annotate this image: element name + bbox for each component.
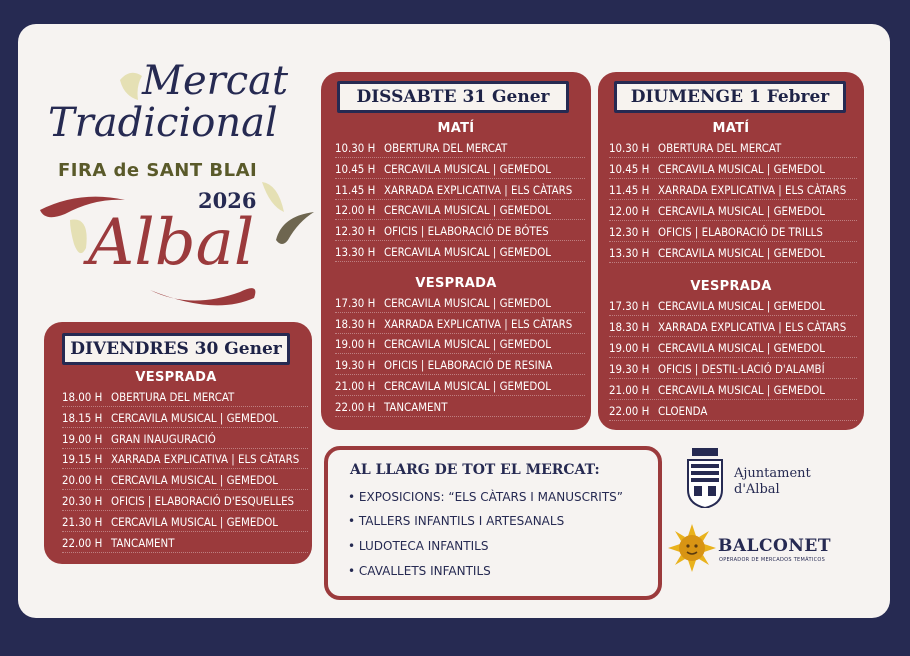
schedule-time: 11.45 H xyxy=(335,182,376,197)
schedule-activity: CERCAVILA MUSICAL | GEMEDOL xyxy=(384,161,551,176)
schedule-activity: OBERTURA DEL MERCAT xyxy=(658,141,782,155)
schedule-time: 10.45 H xyxy=(335,161,376,176)
schedule-row xyxy=(609,204,857,218)
row-divider xyxy=(335,157,585,158)
schedule-activity: OFICIS | ELABORACIÓ D'ESQUELLES xyxy=(111,494,295,508)
schedule-row xyxy=(609,246,857,260)
schedule-activity: OFICIS | ELABORACIÓ DE BÓTES xyxy=(384,224,549,239)
schedule-row xyxy=(335,337,585,351)
schedule-row xyxy=(335,317,585,331)
schedule-row xyxy=(335,203,585,217)
schedule-time: 19.00 H xyxy=(62,431,103,446)
schedule-row xyxy=(62,536,308,550)
schedule-row xyxy=(62,494,308,508)
schedule-row xyxy=(335,296,585,310)
schedule-row xyxy=(335,183,585,197)
section-label-vesprada: VESPRADA xyxy=(690,279,772,294)
schedule-activity: CERCAVILA MUSICAL | GEMEDOL xyxy=(384,245,551,259)
schedule-row xyxy=(62,390,308,404)
all-market-item: • EXPOSICIONS: “ELS CÀTARS I MANUSCRITS” xyxy=(348,490,624,504)
row-divider xyxy=(335,353,585,354)
schedule-activity: OFICIS | DESTIL·LACIÓ D'ALAMBÍ xyxy=(658,362,825,376)
schedule-time: 17.30 H xyxy=(335,295,376,310)
section-label-mat: MATÍ xyxy=(437,121,475,136)
schedule-time: 20.00 H xyxy=(62,473,103,488)
schedule-time: 18.15 H xyxy=(62,410,103,425)
red-swash-under-town xyxy=(150,288,255,305)
subtitle-fira: FIRA de SANT BLAI xyxy=(58,160,258,181)
section-label-vesprada: VESPRADA xyxy=(415,275,497,291)
schedule-activity: CLOENDA xyxy=(658,404,708,418)
schedule-row xyxy=(335,162,585,176)
schedule-time: 12.00 H xyxy=(609,204,650,218)
balconet-name: BALCONET xyxy=(718,536,831,556)
row-divider xyxy=(335,261,585,262)
sun-icon xyxy=(668,524,716,572)
schedule-activity: CERCAVILA MUSICAL | GEMEDOL xyxy=(111,473,278,488)
schedule-time: 10.30 H xyxy=(609,141,650,155)
row-divider xyxy=(62,448,308,449)
schedule-activity: XARRADA EXPLICATIVA | ELS CÀTARS xyxy=(658,320,847,334)
ajuntament-name: Ajuntament xyxy=(734,466,811,481)
schedule-activity: OBERTURA DEL MERCAT xyxy=(111,390,235,404)
row-divider xyxy=(62,510,308,511)
row-divider xyxy=(335,219,585,220)
schedule-activity: CERCAVILA MUSICAL | GEMEDOL xyxy=(658,341,825,355)
schedule-time: 13.30 H xyxy=(335,245,376,259)
schedule-activity: TANCAMENT xyxy=(384,399,448,414)
section-label-vesprada: VESPRADA xyxy=(135,370,217,385)
schedule-row xyxy=(609,183,857,197)
row-divider xyxy=(609,399,857,400)
schedule-time: 19.30 H xyxy=(609,362,650,376)
schedule-activity: TANCAMENT xyxy=(111,535,175,550)
all-market-box xyxy=(324,446,662,600)
row-divider xyxy=(335,374,585,375)
schedule-time: 19.00 H xyxy=(335,337,376,352)
ajuntament-town: d'Albal xyxy=(734,482,780,497)
schedule-time: 18.30 H xyxy=(609,320,650,334)
row-divider xyxy=(335,395,585,396)
schedule-time: 19.00 H xyxy=(609,341,650,355)
schedule-row xyxy=(335,379,585,393)
leaf-swash-right xyxy=(262,182,284,212)
schedule-row xyxy=(609,225,857,239)
schedule-time: 19.30 H xyxy=(335,358,376,373)
schedule-row xyxy=(62,411,308,425)
schedule-time: 22.00 H xyxy=(62,535,103,550)
schedule-activity: CERCAVILA MUSICAL | GEMEDOL xyxy=(658,246,825,260)
schedule-activity: CERCAVILA MUSICAL | GEMEDOL xyxy=(658,162,825,176)
row-divider xyxy=(335,199,585,200)
sunday-day-tab: DIUMENGE 1 Febrer xyxy=(614,81,846,113)
all-market-heading: AL LLARG DE TOT EL MERCAT: xyxy=(350,462,600,478)
schedule-activity: CERCAVILA MUSICAL | GEMEDOL xyxy=(111,410,278,425)
row-divider xyxy=(609,220,857,221)
schedule-time: 22.00 H xyxy=(609,404,650,418)
row-divider xyxy=(609,262,857,263)
schedule-row xyxy=(62,473,308,487)
schedule-time: 10.45 H xyxy=(609,162,650,176)
section-label-mat: MATÍ xyxy=(712,121,750,136)
schedule-activity: CERCAVILA MUSICAL | GEMEDOL xyxy=(384,295,551,310)
row-divider xyxy=(335,312,585,313)
schedule-time: 11.45 H xyxy=(609,183,650,197)
schedule-row xyxy=(335,358,585,372)
row-divider xyxy=(335,240,585,241)
row-divider xyxy=(62,468,308,469)
schedule-row xyxy=(335,245,585,259)
schedule-activity: CERCAVILA MUSICAL | GEMEDOL xyxy=(111,514,278,529)
schedule-activity: CERCAVILA MUSICAL | GEMEDOL xyxy=(384,337,551,352)
ajuntament-crest-icon xyxy=(686,448,724,508)
title-tradicional: Tradicional xyxy=(48,100,278,146)
schedule-row xyxy=(609,141,857,155)
schedule-row xyxy=(62,515,308,529)
leaf-swash-top xyxy=(120,73,142,100)
all-market-item: • TALLERS INFANTILS I ARTESANALS xyxy=(348,514,565,528)
schedule-row xyxy=(609,362,857,376)
schedule-activity: XARRADA EXPLICATIVA | ELS CÀTARS xyxy=(658,183,847,197)
leaf-swash-left xyxy=(70,220,87,254)
saturday-day-tab: DISSABTE 31 Gener xyxy=(337,81,569,113)
title-mercat: Mercat xyxy=(142,58,289,104)
schedule-row xyxy=(609,320,857,334)
schedule-row xyxy=(335,400,585,414)
row-divider xyxy=(609,336,857,337)
schedule-activity: CERCAVILA MUSICAL | GEMEDOL xyxy=(658,383,825,397)
row-divider xyxy=(62,552,308,553)
schedule-row xyxy=(609,404,857,418)
schedule-time: 18.00 H xyxy=(62,390,103,404)
schedule-time: 20.30 H xyxy=(62,494,103,508)
schedule-time: 17.30 H xyxy=(609,299,650,313)
schedule-activity: OBERTURA DEL MERCAT xyxy=(384,141,508,155)
schedule-activity: XARRADA EXPLICATIVA | ELS CÀTARS xyxy=(384,182,573,197)
schedule-time: 21.30 H xyxy=(62,514,103,529)
all-market-item: • LUDOTECA INFANTILS xyxy=(348,539,489,553)
schedule-activity: GRAN INAUGURACIÓ xyxy=(111,431,216,446)
schedule-time: 21.00 H xyxy=(335,379,376,393)
schedule-row xyxy=(335,224,585,238)
all-market-item: • CAVALLETS INFANTILS xyxy=(348,564,491,578)
schedule-row xyxy=(609,341,857,355)
schedule-activity: OFICIS | ELABORACIÓ DE TRILLS xyxy=(658,225,823,239)
schedule-row xyxy=(609,162,857,176)
row-divider xyxy=(62,427,308,428)
row-divider xyxy=(609,315,857,316)
schedule-time: 18.30 H xyxy=(335,316,376,331)
row-divider xyxy=(335,333,585,334)
row-divider xyxy=(62,531,308,532)
schedule-row xyxy=(62,432,308,446)
schedule-row xyxy=(609,299,857,313)
schedule-time: 22.00 H xyxy=(335,399,376,414)
gray-swash-right xyxy=(276,212,314,244)
row-divider xyxy=(62,406,308,407)
year-label: 2026 xyxy=(198,188,257,213)
schedule-row xyxy=(609,383,857,397)
town-name: Albal xyxy=(88,206,255,280)
schedule-time: 13.30 H xyxy=(609,246,650,260)
schedule-row xyxy=(335,141,585,155)
row-divider xyxy=(609,357,857,358)
schedule-time: 12.30 H xyxy=(609,225,650,239)
schedule-activity: CERCAVILA MUSICAL | GEMEDOL xyxy=(658,204,825,218)
schedule-time: 12.00 H xyxy=(335,203,376,218)
row-divider xyxy=(62,489,308,490)
schedule-time: 21.00 H xyxy=(609,383,650,397)
row-divider xyxy=(335,416,585,417)
row-divider xyxy=(609,378,857,379)
schedule-activity: XARRADA EXPLICATIVA | ELS CÀTARS xyxy=(384,316,573,331)
row-divider xyxy=(609,178,857,179)
schedule-time: 10.30 H xyxy=(335,141,376,155)
schedule-time: 19.15 H xyxy=(62,452,103,467)
balconet-tagline: OPERADOR DE MERCADOS TEMÁTICOS xyxy=(719,557,826,563)
schedule-activity: CERCAVILA MUSICAL | GEMEDOL xyxy=(384,379,551,393)
schedule-activity: XARRADA EXPLICATIVA | ELS CÀTARS xyxy=(111,452,300,467)
schedule-activity: CERCAVILA MUSICAL | GEMEDOL xyxy=(384,203,551,218)
row-divider xyxy=(609,241,857,242)
friday-day-tab: DIVENDRES 30 Gener xyxy=(62,333,290,365)
schedule-row xyxy=(62,452,308,466)
schedule-activity: CERCAVILA MUSICAL | GEMEDOL xyxy=(658,299,825,313)
row-divider xyxy=(609,420,857,421)
row-divider xyxy=(609,199,857,200)
schedule-time: 12.30 H xyxy=(335,224,376,239)
row-divider xyxy=(609,157,857,158)
schedule-activity: OFICIS | ELABORACIÓ DE RESINA xyxy=(384,358,553,373)
row-divider xyxy=(335,178,585,179)
